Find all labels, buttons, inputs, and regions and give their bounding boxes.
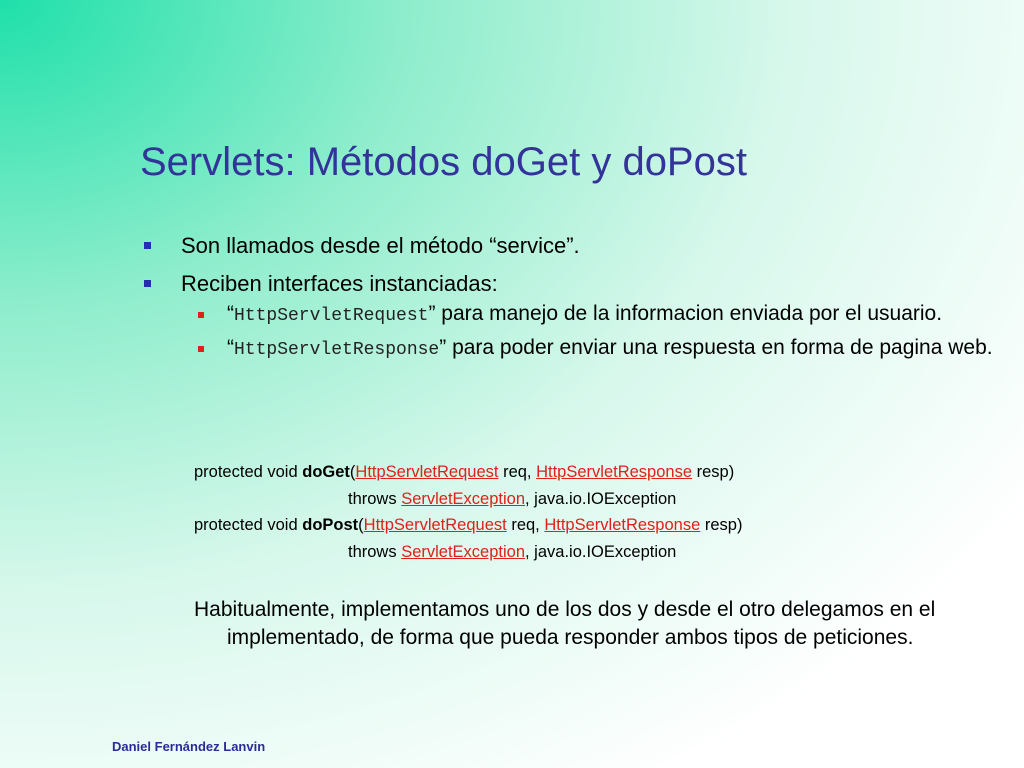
param-text: resp) (700, 516, 743, 534)
param-text: req, (506, 516, 545, 534)
sub-bullet-item (227, 300, 1000, 330)
sub-bullet-quote-close: ” (439, 336, 447, 359)
response-type-link[interactable]: HttpServletResponse (544, 516, 701, 534)
request-type-link[interactable]: HttpServletRequest (363, 516, 507, 534)
io-exception-text: , java.io.IOException (525, 542, 677, 561)
bullet-text: Son llamados desde el método “service”. (181, 233, 580, 258)
sub-bullet-quote-open: “ (227, 336, 234, 359)
throws-text: throws (348, 542, 402, 561)
request-type-link[interactable]: HttpServletRequest (355, 463, 499, 481)
bullet-item (140, 232, 1000, 260)
square-bullet-icon (144, 242, 151, 249)
servlet-exception-link[interactable]: ServletException (401, 489, 526, 508)
doget-signature-line (194, 459, 742, 486)
method-name: doPost (302, 516, 359, 534)
sub-bullet-quote-close: ” (428, 302, 436, 325)
doget-throws-line (194, 486, 742, 513)
servlet-exception-link[interactable]: ServletException (401, 542, 526, 561)
sub-bullet-item (227, 334, 1000, 364)
method-signatures (194, 459, 742, 565)
paren-text: ( (349, 463, 356, 481)
dopost-signature-line (194, 512, 742, 539)
bullet-item (140, 270, 1000, 298)
param-text: req, (498, 463, 537, 481)
sub-bullet-text: para poder enviar una respuesta en forma de pagina web. (446, 336, 993, 359)
author-footer: Daniel Fernández Lanvin (112, 739, 266, 754)
keyword-text: protected void (194, 463, 303, 481)
keyword-text: protected void (194, 516, 303, 534)
code-class-name: HttpServletRequest (234, 306, 429, 326)
response-type-link[interactable]: HttpServletResponse (536, 463, 693, 481)
square-bullet-icon (144, 280, 151, 287)
square-bullet-icon (198, 312, 204, 318)
method-name: doGet (302, 463, 350, 481)
square-bullet-icon (198, 346, 204, 352)
sub-bullet-text: para manejo de la informacion enviada por el usuario. (435, 302, 943, 325)
sub-bullet-quote-open: “ (227, 302, 234, 325)
throws-text: throws (348, 489, 402, 508)
paren-text: ( (358, 516, 364, 534)
closing-paragraph: Habitualmente, implementamos uno de los dos y desde el otro delegamos en el implementado, de forma que pueda responder ambos tipos de peticiones. (194, 598, 936, 649)
slide-title: Servlets: Métodos doGet y doPost (140, 140, 747, 184)
bullet-text: Reciben interfaces instanciadas: (181, 271, 498, 296)
bullet-list (140, 232, 1000, 368)
param-text: resp) (692, 463, 735, 481)
code-class-name: HttpServletResponse (234, 340, 440, 360)
dopost-throws-line (194, 539, 742, 566)
io-exception-text: , java.io.IOException (525, 489, 677, 508)
